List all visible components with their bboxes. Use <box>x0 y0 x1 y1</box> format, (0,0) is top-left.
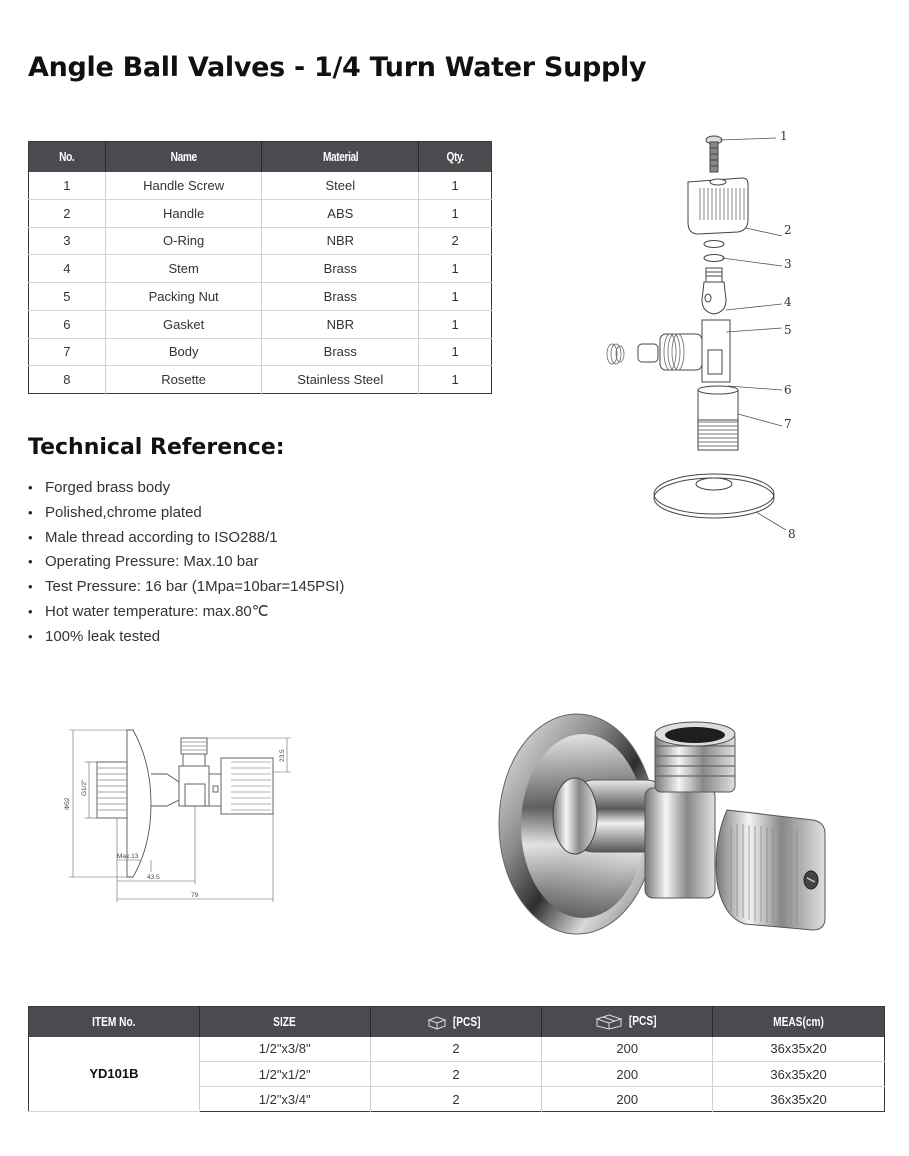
header-inner-pcs <box>370 1007 542 1037</box>
inner-box-icon <box>427 1016 447 1030</box>
part-material-cell: ABS <box>262 199 419 227</box>
technical-reference-item <box>28 602 344 627</box>
technical-reference-item <box>28 577 344 602</box>
header-qty <box>419 142 492 172</box>
header-no <box>29 142 106 172</box>
header-meas-label: MEAS(cm) <box>773 1014 824 1030</box>
header-material <box>262 142 419 172</box>
part-no-cell: 6 <box>29 310 106 338</box>
o-ring-part <box>704 255 724 262</box>
header-size <box>199 1007 370 1037</box>
technical-reference-list <box>28 478 344 652</box>
dim-max-depth: Max.13 <box>117 853 139 860</box>
part-no-cell: 4 <box>29 255 106 283</box>
callout-6: 6 <box>784 383 792 397</box>
part-qty-cell: 1 <box>419 255 492 283</box>
parts-row <box>29 338 492 366</box>
part-name-cell: O-Ring <box>105 227 262 255</box>
parts-row <box>29 255 492 283</box>
parts-row <box>29 172 492 200</box>
dimension-drawing <box>55 722 305 907</box>
inner-pcs-cell: 2 <box>370 1087 542 1112</box>
inner-pcs-cell: 2 <box>370 1062 542 1087</box>
dim-mid-length: 43.5 <box>147 874 160 881</box>
technical-reference-text: Polished,chrome plated <box>45 503 202 521</box>
technical-reference-text: Operating Pressure: Max.10 bar <box>45 553 259 571</box>
header-item-no-label: ITEM No. <box>92 1014 136 1030</box>
part-material-cell: Brass <box>262 255 419 283</box>
part-material-cell: Steel <box>262 172 419 200</box>
parts-row <box>29 227 492 255</box>
header-carton-pcs-label: [PCS] <box>628 1013 657 1029</box>
item-number: YD101B <box>29 1037 200 1112</box>
parts-row <box>29 366 492 394</box>
bullet-icon: • <box>28 579 33 595</box>
part-name-cell: Packing Nut <box>105 283 262 311</box>
callout-2: 2 <box>784 223 792 237</box>
header-inner-pcs-label: [PCS] <box>453 1013 481 1029</box>
part-name-cell: Handle Screw <box>105 172 262 200</box>
part-name-cell: Body <box>105 338 262 366</box>
header-item-no <box>29 1007 200 1037</box>
technical-reference-text: 100% leak tested <box>45 627 161 645</box>
meas-cell: 36x35x20 <box>770 1091 827 1107</box>
callout-3: 3 <box>784 257 792 271</box>
packing-table <box>28 1006 885 1112</box>
carton-icon <box>595 1014 623 1030</box>
header-qty-label: Qty. <box>446 149 464 165</box>
part-no-cell: 8 <box>29 366 106 394</box>
part-qty-cell: 2 <box>419 227 492 255</box>
carton-pcs-cell: 200 <box>542 1062 713 1087</box>
header-meas <box>713 1007 885 1037</box>
packing-table-header <box>29 1007 885 1037</box>
technical-reference-item <box>28 552 344 577</box>
part-qty-cell: 1 <box>419 283 492 311</box>
part-name-cell: Stem <box>105 255 262 283</box>
callout-7: 7 <box>784 417 792 431</box>
technical-reference-heading: Technical Reference: <box>28 435 285 460</box>
callout-1: 1 <box>780 129 788 143</box>
header-name <box>105 142 262 172</box>
technical-reference-text: Hot water temperature: max.80℃ <box>45 602 269 620</box>
rosette-part <box>654 474 774 518</box>
carton-pcs-cell: 200 <box>542 1037 713 1062</box>
dim-thread: G1/2" <box>81 779 88 796</box>
part-no-cell: 1 <box>29 172 106 200</box>
header-material-label: Material <box>322 149 358 165</box>
carton-pcs-cell: 200 <box>542 1087 713 1112</box>
part-no-cell: 5 <box>29 283 106 311</box>
callout-8: 8 <box>788 527 796 541</box>
parts-row <box>29 310 492 338</box>
inner-pcs-cell: 2 <box>370 1037 542 1062</box>
part-qty-cell: 1 <box>419 199 492 227</box>
part-material-cell: Stainless Steel <box>262 366 419 394</box>
header-carton-pcs <box>542 1007 713 1037</box>
part-material-cell: NBR <box>262 310 419 338</box>
header-no-label: No. <box>59 149 75 165</box>
parts-table <box>28 141 492 394</box>
technical-reference-item <box>28 627 344 652</box>
part-qty-cell: 1 <box>419 338 492 366</box>
part-name-cell: Handle <box>105 199 262 227</box>
header-name-label: Name <box>170 149 197 165</box>
dim-total-length: 79 <box>191 892 199 899</box>
size-cell: 1/2"x3/8" <box>199 1037 370 1062</box>
product-photo <box>495 702 835 937</box>
dim-height: 23.5 <box>279 749 286 762</box>
technical-reference-item <box>28 478 344 503</box>
parts-table-header <box>29 142 492 172</box>
part-no-cell: 3 <box>29 227 106 255</box>
part-no-cell: 2 <box>29 199 106 227</box>
meas-cell: 36x35x20 <box>713 1062 885 1087</box>
technical-reference-text: Test Pressure: 16 bar (1Mpa=10bar=145PSI) <box>45 578 345 596</box>
page-title: Angle Ball Valves - 1/4 Turn Water Supply <box>28 52 647 83</box>
bullet-icon: • <box>28 554 33 570</box>
dim-diameter: Φ52 <box>64 797 71 810</box>
handle-screw-part <box>706 136 722 172</box>
packing-row <box>29 1037 885 1062</box>
part-qty-cell: 1 <box>451 372 459 388</box>
exploded-view-diagram <box>590 122 820 552</box>
parts-row <box>29 283 492 311</box>
bullet-icon: • <box>28 603 33 619</box>
part-qty-cell: 1 <box>419 172 492 200</box>
header-size-label: SIZE <box>273 1014 296 1030</box>
size-cell: 1/2"x3/4" <box>199 1087 370 1112</box>
bullet-icon: • <box>28 628 33 644</box>
bullet-icon: • <box>28 480 33 495</box>
part-name-cell: Rosette <box>105 366 262 394</box>
technical-reference-item <box>28 528 344 553</box>
part-name-cell: Gasket <box>105 310 262 338</box>
callout-5: 5 <box>784 323 792 337</box>
part-qty-cell: 1 <box>419 310 492 338</box>
part-no-cell: 7 <box>29 338 106 366</box>
technical-reference-text: Forged brass body <box>45 479 171 496</box>
bullet-icon: • <box>28 504 33 520</box>
o-ring-part <box>704 241 724 248</box>
technical-reference-text: Male thread according to ISO288/1 <box>45 528 278 546</box>
parts-row <box>29 199 492 227</box>
size-cell: 1/2"x1/2" <box>199 1062 370 1087</box>
bullet-icon: • <box>28 529 33 545</box>
handle-part <box>688 178 748 234</box>
part-material-cell: NBR <box>262 227 419 255</box>
callout-4: 4 <box>784 295 792 309</box>
technical-reference-item <box>28 503 344 528</box>
part-material-cell: Brass <box>262 283 419 311</box>
meas-cell: 36x35x20 <box>713 1037 885 1062</box>
part-material-cell: Brass <box>262 338 419 366</box>
stem-part <box>702 268 726 314</box>
body-part <box>607 320 738 450</box>
